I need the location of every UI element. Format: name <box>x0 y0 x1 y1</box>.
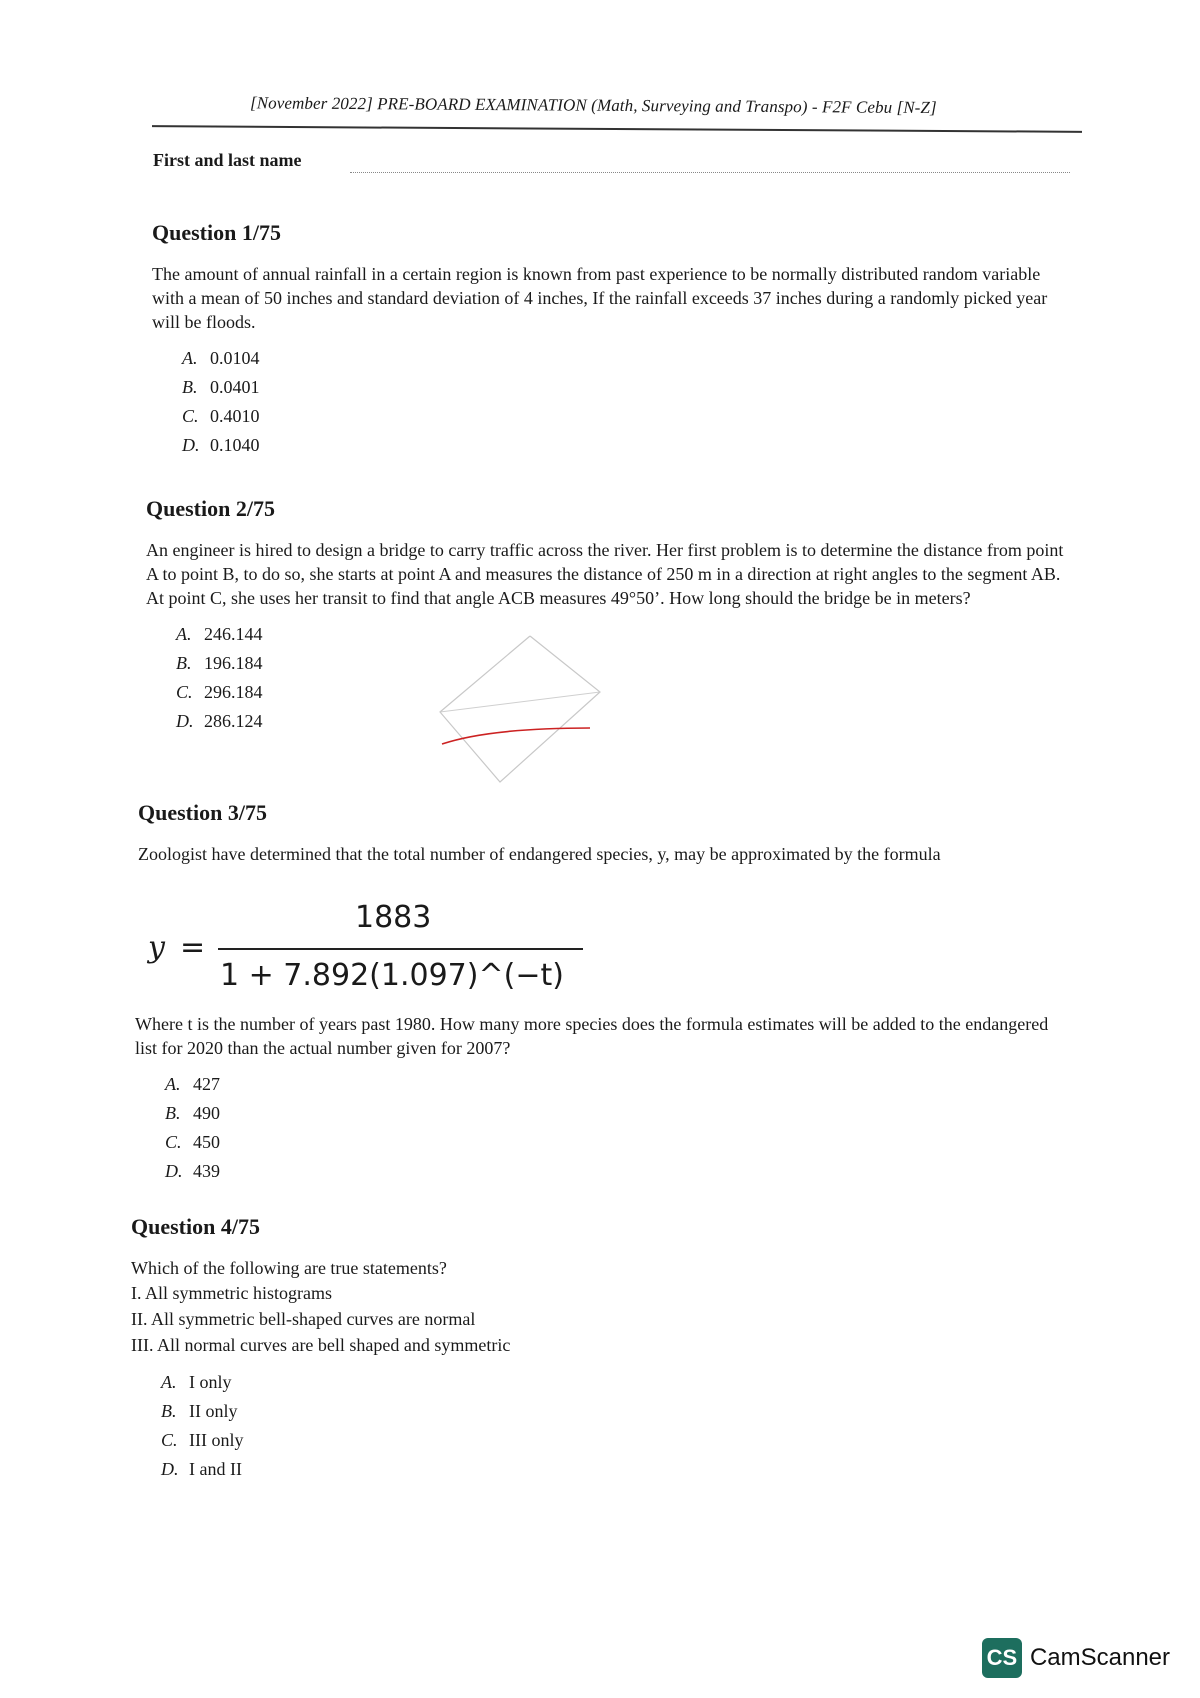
choice-d <box>176 707 1071 736</box>
choice-a <box>176 620 1071 649</box>
choice-value: 427 <box>193 1074 220 1094</box>
formula-numerator: 1883 <box>355 900 432 935</box>
camscanner-logo: CS <box>982 1638 1022 1678</box>
question-title: Question 3/75 <box>138 800 267 825</box>
camscanner-watermark <box>982 1638 1170 1678</box>
choice-letter: B. <box>161 1401 177 1421</box>
choice-value: 0.0401 <box>210 377 260 397</box>
question-3 <box>138 800 1058 866</box>
question-3-continued <box>135 1012 1060 1186</box>
question-4 <box>131 1214 1061 1484</box>
question-text: Zoologist have determined that the total number of endangered species, y, may be approximated by the formula <box>138 844 941 864</box>
choice-value: 0.1040 <box>210 435 260 455</box>
question-title: Question 2/75 <box>146 496 275 521</box>
choice-value: 0.4010 <box>210 406 260 426</box>
choice-letter: A. <box>165 1074 181 1094</box>
camscanner-text: CamScanner <box>1029 1644 1170 1671</box>
question-text: Which of the following are true statements? <box>131 1258 447 1278</box>
choice-value: 246.144 <box>204 624 263 644</box>
choice-value: 196.184 <box>204 653 263 673</box>
choice-value: 286.124 <box>204 711 263 731</box>
choices-list <box>182 344 1057 460</box>
question-text: The amount of annual rainfall in a certain region is known from past experience to be normally distributed random variable with a mean of 50 inches and standard deviation of 4 inches, If the rainfall exceeds 37 inches during a randomly picked year will be floods. <box>152 264 1048 332</box>
choice-b <box>176 649 1071 678</box>
name-answer-line <box>350 172 1070 173</box>
sketch-line <box>440 692 600 712</box>
question-text-2: Where t is the number of years past 1980. How many more species does the formula estimates will be added to the endangered list for 2020 than the actual number given for 2007? <box>135 1014 1049 1058</box>
formula-equals: = <box>180 930 206 965</box>
choice-letter: B. <box>182 377 198 397</box>
choice-value: 439 <box>193 1161 220 1181</box>
question-text: An engineer is hired to design a bridge to carry traffic across the river. Her first problem is to determine the distance from point A to point B, to do so, she starts at point A and measures the distance of 250 m in a direction at right angles to the segment AB. At point C, she uses her transit to find that angle ACB measures 49°50’. How long should the bridge be in meters? <box>146 540 1064 608</box>
choice-d <box>161 1455 1061 1484</box>
choice-value: 450 <box>193 1132 220 1152</box>
choice-a <box>182 344 1057 373</box>
choice-value: III only <box>189 1430 244 1450</box>
choice-letter: D. <box>182 435 200 455</box>
choice-letter: D. <box>165 1161 183 1181</box>
choice-value: I and II <box>189 1459 242 1479</box>
question-title: Question 4/75 <box>131 1214 260 1239</box>
header-rule <box>152 125 1082 133</box>
choice-letter: B. <box>176 653 192 673</box>
choice-letter: C. <box>182 406 199 426</box>
choices-list <box>176 620 1071 736</box>
choice-a <box>165 1070 1060 1099</box>
choice-value: II only <box>189 1401 238 1421</box>
pencil-sketch <box>430 632 620 792</box>
sketch-red-mark <box>442 728 590 744</box>
choice-letter: D. <box>161 1459 179 1479</box>
choice-c <box>176 678 1071 707</box>
choice-d <box>182 431 1057 460</box>
choice-b <box>182 373 1057 402</box>
name-label: First and last name <box>153 150 302 170</box>
choice-value: 296.184 <box>204 682 263 702</box>
choice-b <box>161 1397 1061 1426</box>
question-title: Question 1/75 <box>152 220 281 245</box>
choices-list <box>161 1368 1061 1484</box>
choice-letter: A. <box>176 624 192 644</box>
statement-2: II. All symmetric bell-shaped curves are normal <box>131 1309 476 1329</box>
choice-letter: A. <box>161 1372 177 1392</box>
choice-c <box>161 1426 1061 1455</box>
choice-value: 490 <box>193 1103 220 1123</box>
choice-value: 0.0104 <box>210 348 260 368</box>
choice-letter: C. <box>165 1132 182 1152</box>
choice-letter: C. <box>161 1430 178 1450</box>
statement-3: III. All normal curves are bell shaped and symmetric <box>131 1335 511 1355</box>
choice-b <box>165 1099 1060 1128</box>
page-header: [November 2022] PRE-BOARD EXAMINATION (Math, Surveying and Transpo) - F2F Cebu [N-Z] <box>249 93 937 118</box>
choice-c <box>165 1128 1060 1157</box>
statement-1: I. All symmetric histograms <box>131 1283 332 1303</box>
choice-c <box>182 402 1057 431</box>
choice-letter: B. <box>165 1103 181 1123</box>
choices-list <box>165 1070 1060 1186</box>
choice-letter: A. <box>182 348 198 368</box>
choice-value: I only <box>189 1372 232 1392</box>
choice-a <box>161 1368 1061 1397</box>
choice-d <box>165 1157 1060 1186</box>
choice-letter: C. <box>176 682 193 702</box>
fraction-bar <box>218 948 583 950</box>
formula-denominator: 1 + 7.892(1.097)^(−t) <box>220 958 564 993</box>
choice-letter: D. <box>176 711 194 731</box>
question-1 <box>152 220 1057 460</box>
formula-lhs: y <box>148 930 165 965</box>
